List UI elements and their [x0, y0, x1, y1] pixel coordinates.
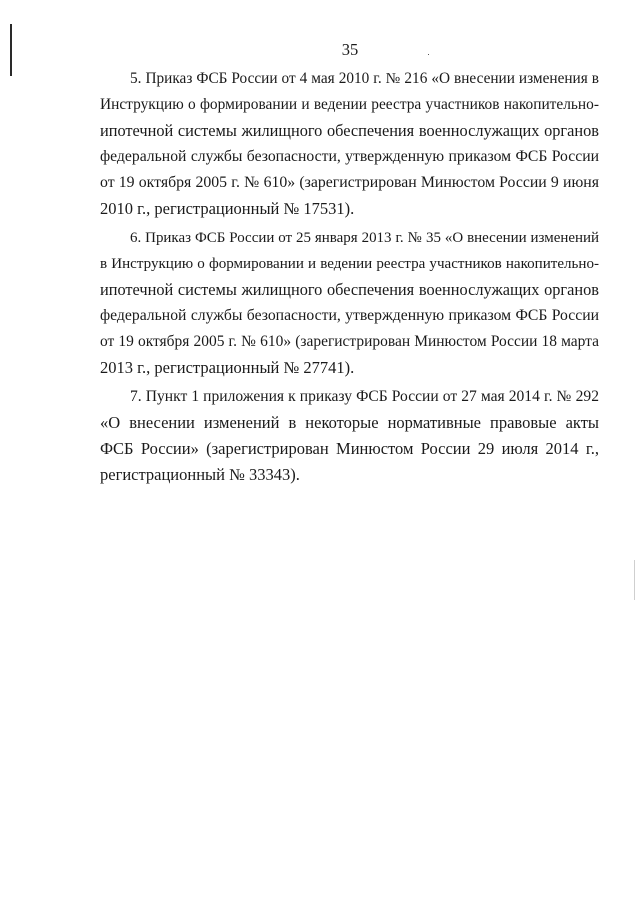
- paragraph-line: от 19 октября 2005 г. № 610» (зарегистрирован Минюстом России 18 марта: [100, 333, 599, 350]
- paragraph-line: ипотечной системы жилищного обеспечения военнослужащих органов: [100, 280, 599, 299]
- paragraph-line: «О внесении изменений в некоторые нормативные правовые акты: [100, 413, 599, 432]
- paragraph-line: 7. Пункт 1 приложения к приказу ФСБ России от 27 мая 2014 г. № 292: [130, 388, 599, 405]
- paragraph-line: 2010 г., регистрационный № 17531).: [100, 199, 355, 218]
- paragraph-line: 2013 г., регистрационный № 27741).: [100, 358, 355, 377]
- page-number: 35: [341, 40, 359, 59]
- paragraph-line: ФСБ России» (зарегистрирован Минюстом России 29 июля 2014 г.,: [100, 439, 599, 458]
- paragraph-line: Инструкцию о формировании и ведении реестра участников накопительно-: [100, 96, 599, 113]
- paragraph-line: 6. Приказ ФСБ России от 25 января 2013 г. № 35 «О внесении изменений: [130, 230, 599, 246]
- paragraph-line: в Инструкцию о формировании и ведении реестра участников накопительно-: [100, 256, 599, 272]
- paragraph-line: федеральной службы безопасности, утвержденную приказом ФСБ России: [100, 148, 599, 165]
- paragraph-line: федеральной службы безопасности, утвержденную приказом ФСБ России: [100, 307, 599, 324]
- paragraph-line: от 19 октября 2005 г. № 610» (зарегистрирован Минюстом России 9 июня: [100, 174, 599, 191]
- paragraph-line: 5. Приказ ФСБ России от 4 мая 2010 г. № 216 «О внесении изменения в: [130, 70, 599, 87]
- scan-speck: [634, 560, 635, 600]
- paragraph-line: регистрационный № 33343).: [100, 465, 300, 484]
- paragraph-line: ипотечной системы жилищного обеспечения военнослужащих органов: [100, 121, 599, 140]
